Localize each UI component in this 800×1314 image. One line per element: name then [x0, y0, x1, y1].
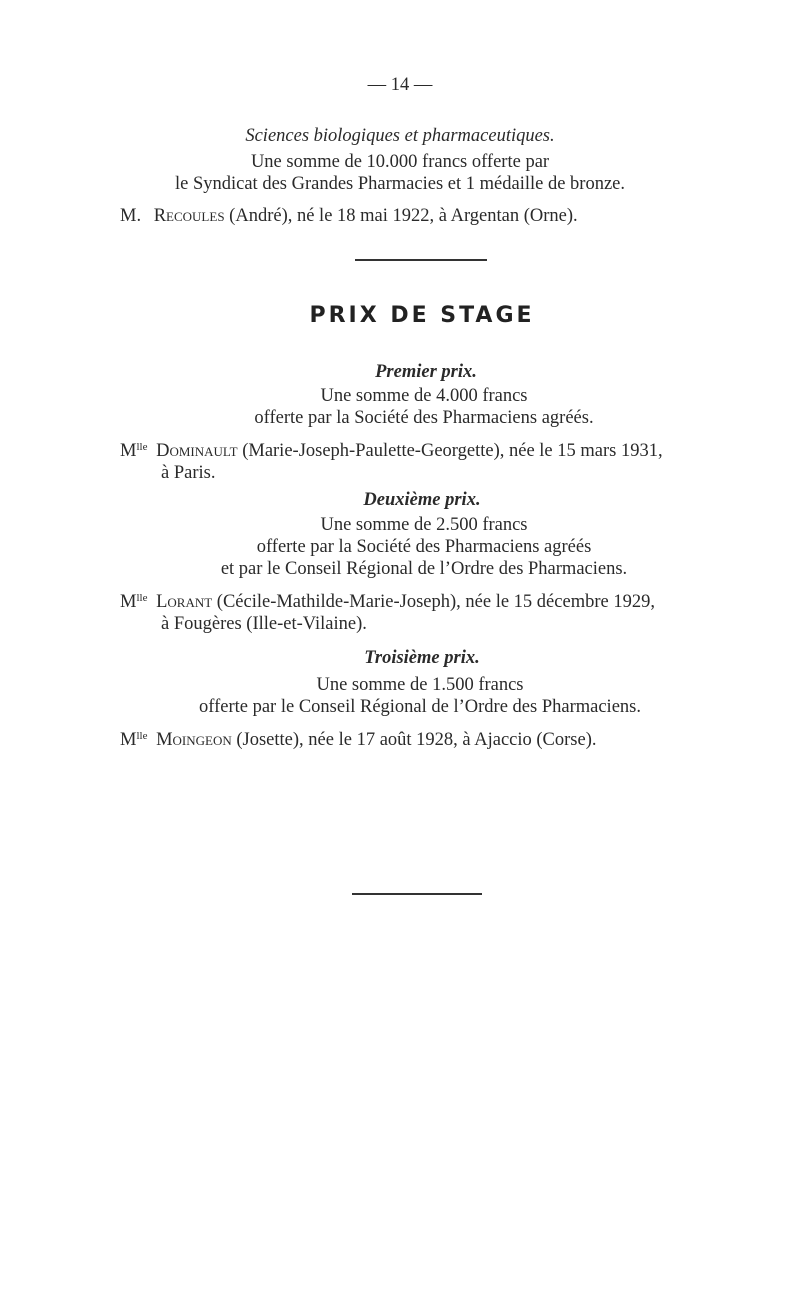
laureate-title: $M^{lle}$: [120, 730, 148, 750]
laureate-name: Dominault: [156, 441, 238, 461]
prize-description: Une somme de 4.000 francs: [320, 386, 528, 406]
end-rule: [352, 893, 482, 895]
section-heading: PRIX DE STAGE: [309, 303, 535, 328]
prize-description: le Syndicat des Grandes Pharmacies et 1 médaille de bronze.: [174, 174, 625, 194]
divider-rule: [355, 259, 487, 261]
laureate-entry: [120, 205, 578, 227]
prize-description: Une somme de 10.000 francs offerte par: [250, 152, 550, 172]
prize-title: Troisième prix.: [364, 648, 480, 668]
laureate-title: M.: [120, 206, 142, 226]
laureate-entry: [120, 440, 663, 462]
page-number: — 14 —: [367, 75, 433, 95]
laureate-title: $M^{lle}$: [120, 592, 148, 612]
prize-title: Deuxième prix.: [363, 490, 481, 510]
laureate-entry: [120, 591, 655, 613]
prize-description: Une somme de 2.500 francs: [320, 515, 528, 535]
prize-description: Une somme de 1.500 francs: [316, 675, 524, 695]
laureate-name: Recoules: [153, 206, 225, 226]
laureate-details-continued: à Fougères (Ille-et-Vilaine).: [161, 614, 367, 634]
prize-description: et par le Conseil Régional de l’Ordre des Pharmaciens.: [220, 559, 628, 579]
laureate-entry: [120, 729, 597, 751]
prize-description: offerte par la Société des Pharmaciens agréés: [256, 537, 592, 557]
laureate-title: $M^{lle}$: [120, 441, 148, 461]
laureate-details: (André), né le 18 mai 1922, à Argentan (Orne).: [229, 206, 578, 226]
prize-title: Premier prix.: [375, 362, 477, 382]
laureate-details: (Josette), née le 17 août 1928, à Ajaccio (Corse).: [236, 730, 597, 750]
prize-description: offerte par le Conseil Régional de l’Ordre des Pharmaciens.: [199, 697, 641, 717]
laureate-details: (Cécile-Mathilde-Marie-Joseph), née le 15 décembre 1929,: [216, 592, 655, 612]
laureate-name: Lorant: [156, 592, 213, 612]
laureate-details: (Marie-Joseph-Paulette-Georgette), née le 15 mars 1931,: [242, 441, 663, 461]
section-subtitle: Sciences biologiques et pharmaceutiques.: [245, 126, 555, 146]
laureate-name: Moingeon: [156, 730, 232, 750]
laureate-details-continued: à Paris.: [161, 463, 216, 483]
prize-description: offerte par la Société des Pharmaciens agréés.: [254, 408, 594, 428]
